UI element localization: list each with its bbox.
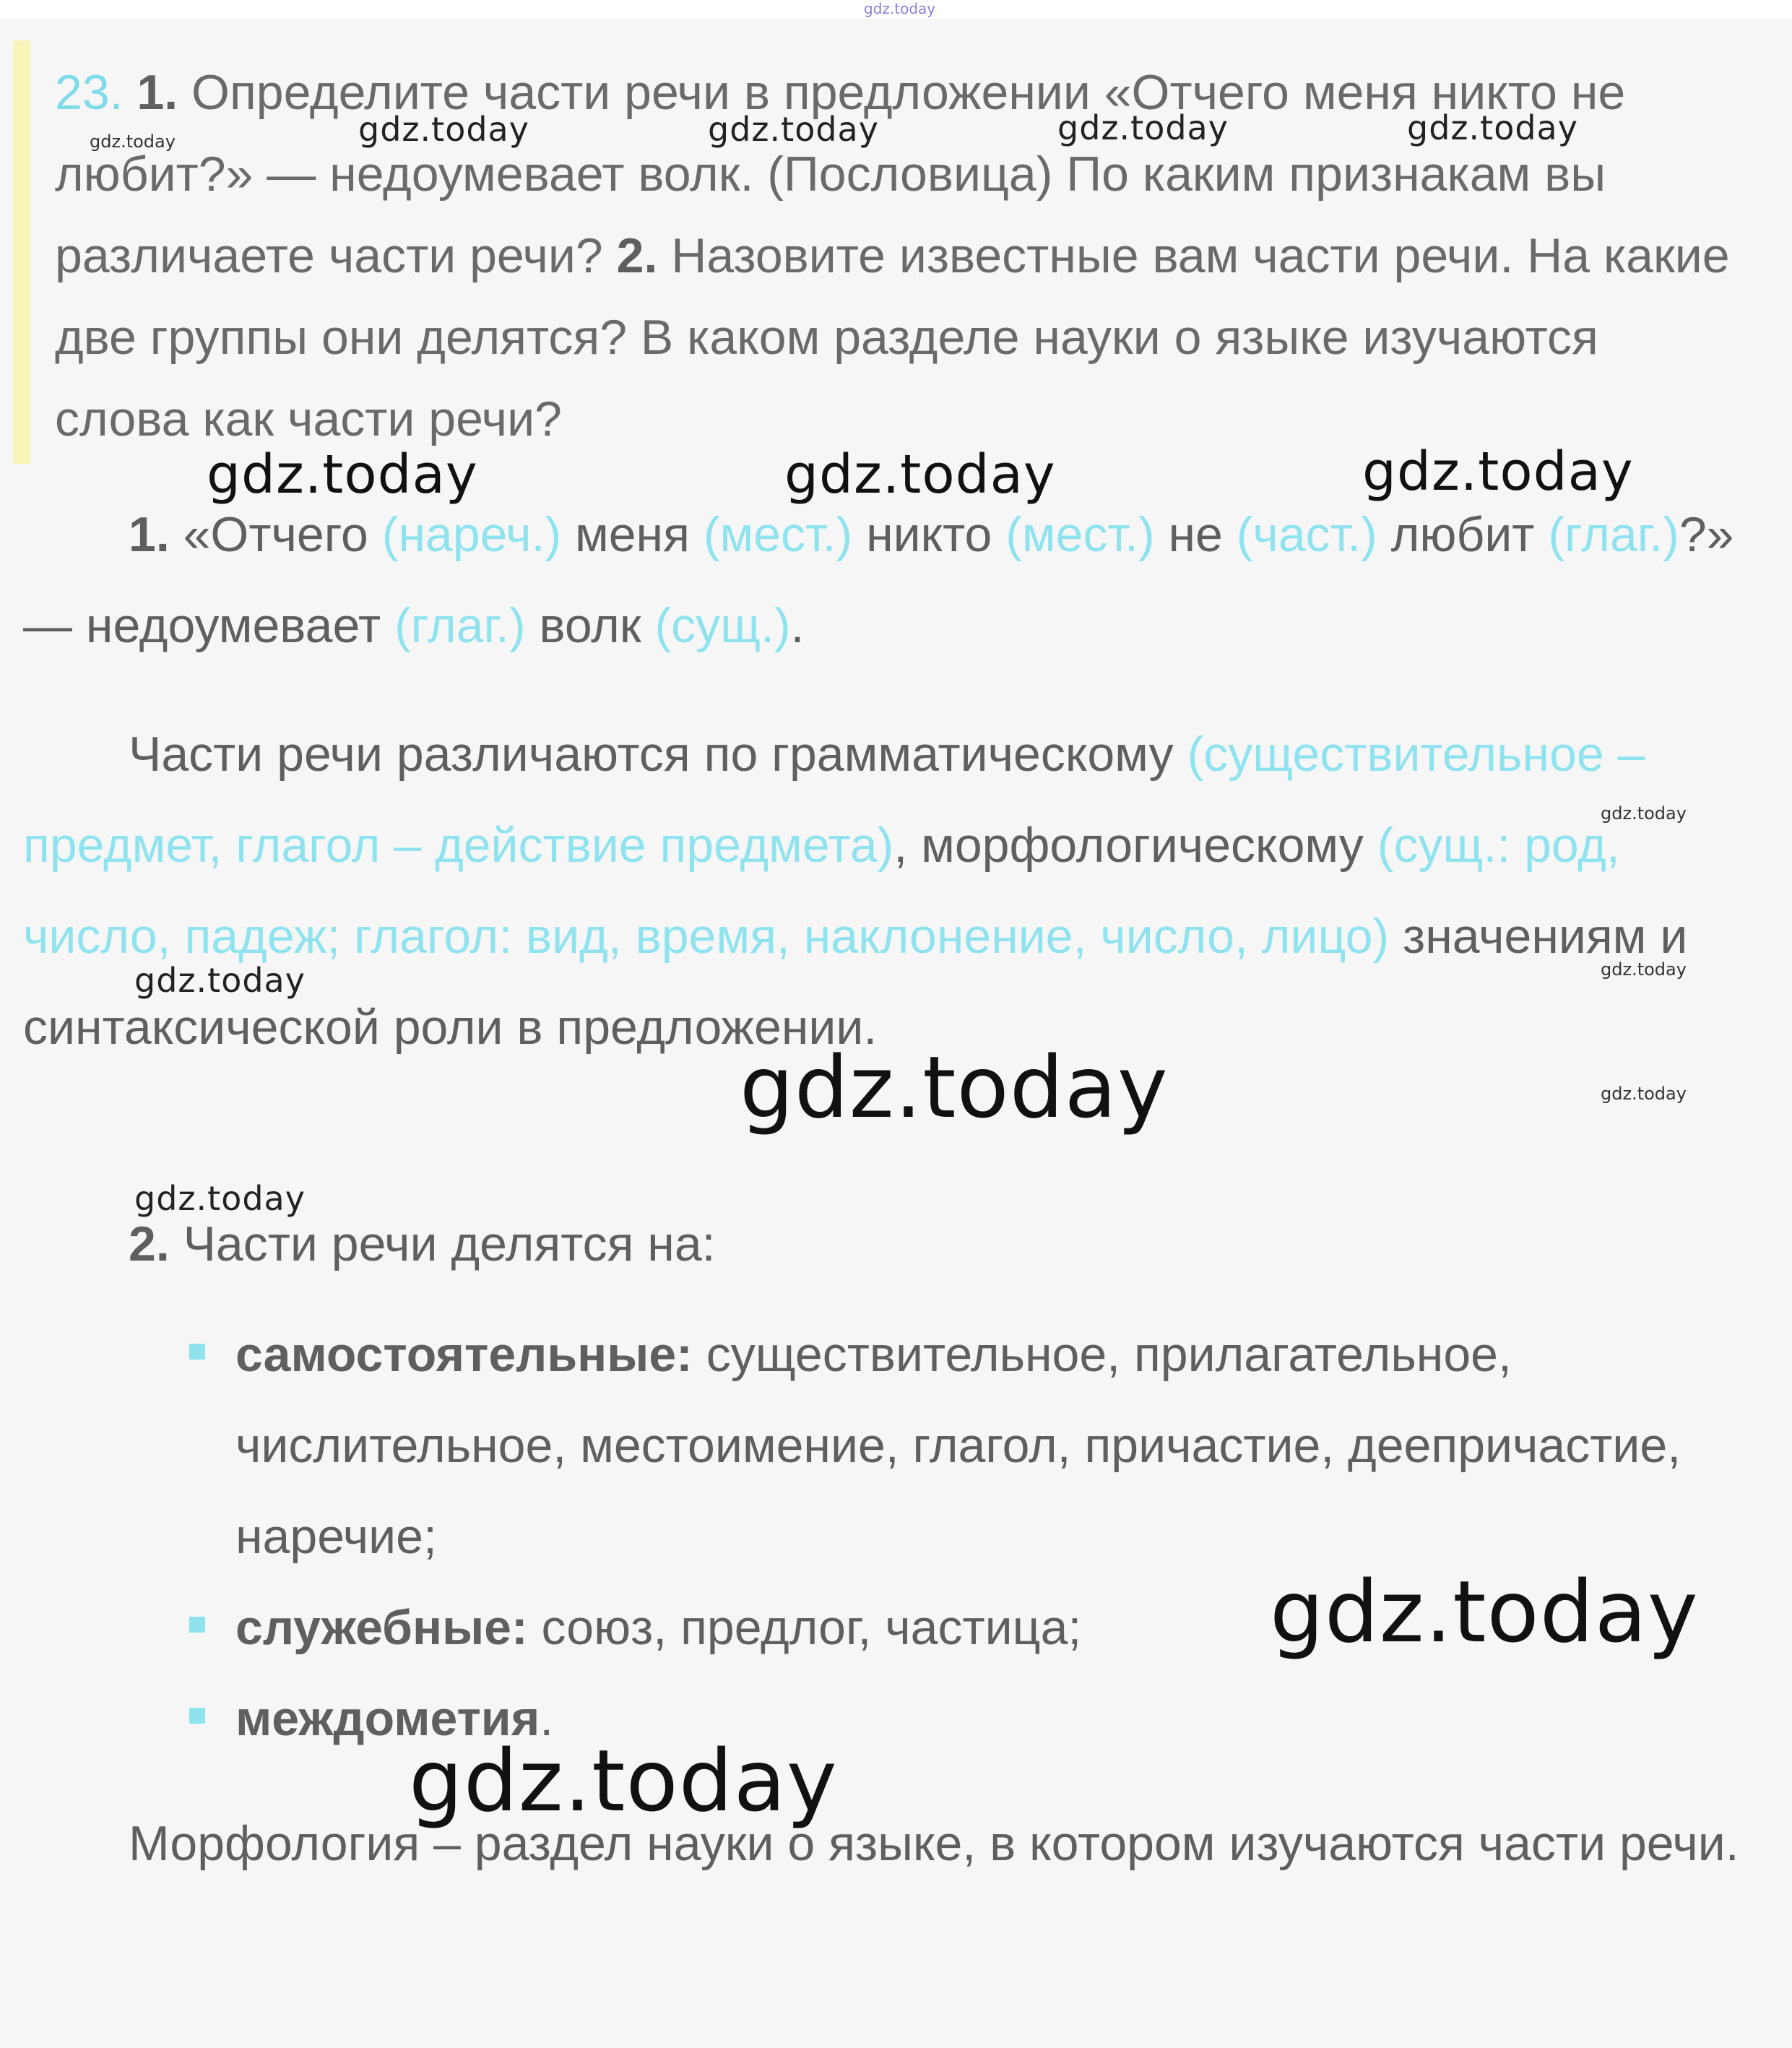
question-2-text: Назовите известные вам части речи. На какие две группы они делятся? В каком разделе науки о языке изучаются слова как части речи? [55,228,1730,446]
answer-2-number: 2. [129,1217,170,1271]
features-paragraph [23,709,1757,1073]
pos-annotation: (мест.) [703,507,853,562]
features-text: Части речи различаются по грамматическому [129,727,1187,782]
group-label: служебные: [235,1600,528,1655]
answer-2-text: Части речи делятся на: [169,1217,716,1271]
watermark: gdz.today [1270,1562,1699,1662]
watermark: gdz.today [134,1179,306,1218]
answer-1-paragraph [23,489,1757,671]
answer-1-word: любит [1377,507,1549,562]
morphology-paragraph: Морфология – раздел науки о языке, в котором изучаются части речи. [129,1816,1739,1871]
group-label: междометия [235,1691,540,1746]
watermark: gdz.today [358,110,529,149]
answer-1-word: волк [525,598,655,653]
group-label: самостоятельные: [235,1327,693,1382]
question-1-text: Определите части речи в предложении «Отчего меня никто не любит?» — недоумевает волк. (Пословица) По каким признакам вы различаете части речи? [55,65,1626,283]
group-text: . [540,1691,554,1746]
pos-annotation: (глаг.) [394,598,526,653]
features-annotation: (сущ.: род, число, падеж; глагол: вид, время, наклонение, число, лицо) [23,818,1620,964]
answer-1-word: . [790,598,805,653]
answer-1-word: «Отчего [169,507,382,562]
features-text: значениям и синтаксической роли в предложении. [23,909,1688,1055]
watermark: gdz.today [1601,1084,1687,1104]
watermark: gdz.today [1601,803,1687,824]
bullet-icon [189,1708,205,1724]
answer-1-word: меня [561,507,704,562]
question-2-number: 2. [616,228,658,283]
bullet-icon [189,1344,205,1360]
bullet-icon [189,1617,205,1633]
answer-1-word: никто [852,507,1006,562]
watermark: gdz.today [134,961,306,1000]
pos-annotation: (нареч.) [381,507,562,562]
pos-annotation: (мест.) [1005,507,1155,562]
watermark-top: gdz.today [864,0,936,17]
pos-annotation: (сущ.) [654,598,791,653]
list-item [182,1309,1699,1582]
watermark: gdz.today [784,444,1056,506]
watermark: gdz.today [207,444,478,506]
watermark: gdz.today [1057,108,1229,147]
answer-1-number: 1. [129,507,170,562]
features-text: , морфологическому [893,818,1377,873]
group-text: существительное, прилагательное, числительное, местоимение, глагол, причастие, деепричастие, наречие; [235,1327,1681,1564]
watermark: gdz.today [740,1037,1169,1137]
watermark: gdz.today [409,1731,838,1831]
pos-annotation: (глаг.) [1548,507,1679,562]
pos-groups-list [182,1309,1699,1764]
group-text: союз, предлог, частица; [527,1600,1082,1655]
task-number: 23. [55,65,124,120]
watermark: gdz.today [1601,959,1687,980]
features-annotation: (существительное – предмет, глагол – действие предмета) [23,727,1645,873]
watermark: gdz.today [1362,441,1634,503]
watermark: gdz.today [1407,108,1578,147]
watermark: gdz.today [90,131,176,152]
task-highlight-bar [13,40,30,464]
answer-1-word: не [1154,507,1237,562]
answer-1-word: ?» — недоумевает [23,507,1734,653]
pos-annotation: (част.) [1236,507,1377,562]
watermark: gdz.today [708,110,879,149]
question-1-number: 1. [137,65,178,120]
